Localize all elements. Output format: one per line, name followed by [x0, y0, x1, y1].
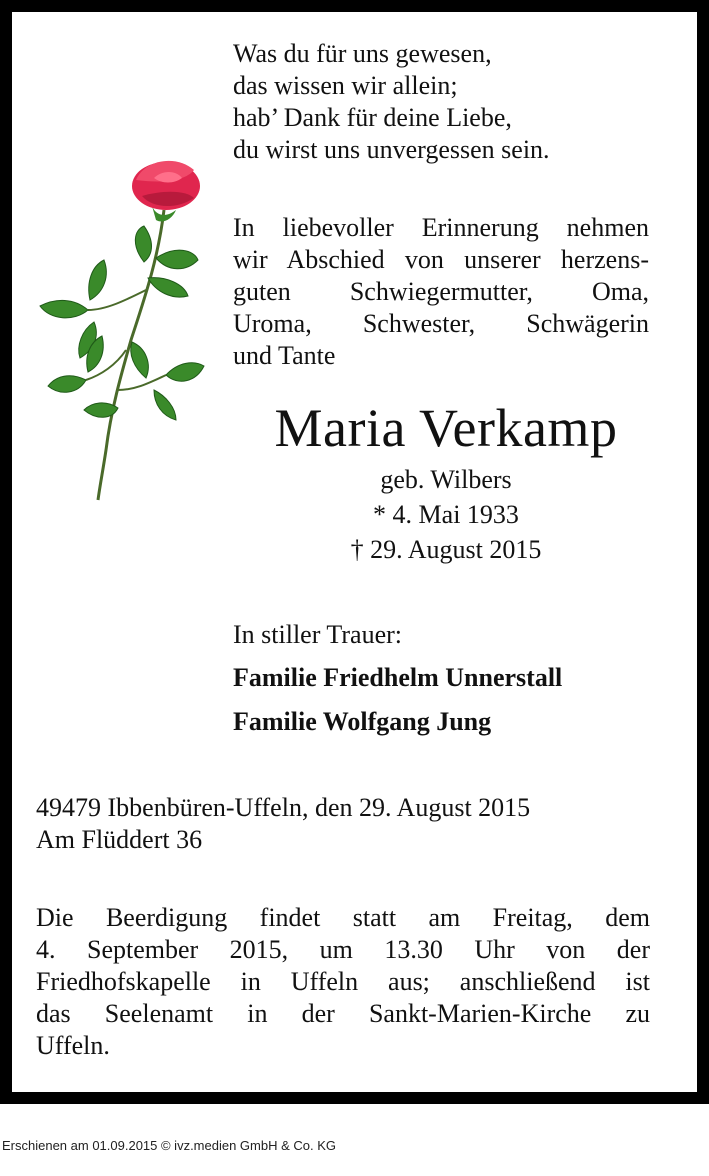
funeral-line: Friedhofskapelle in Uffeln aus; anschließend ist [36, 967, 650, 996]
address-line: 49479 Ibbenbüren-Uffeln, den 29. August 2015 [36, 793, 531, 822]
funeral-line: das Seelenamt in der Sankt-Marien-Kirche zu [36, 999, 650, 1028]
publication-footer: Erschienen am 01.09.2015 © ivz.medien GmbH & Co. KG [2, 1138, 337, 1153]
rose-icon [26, 150, 206, 510]
mourner-family: Familie Wolfgang Jung [233, 707, 492, 736]
death-date: † 29. August 2015 [350, 535, 542, 564]
poem-line: du wirst uns unvergessen sein. [233, 135, 550, 164]
birth-name: geb. Wilbers [380, 465, 512, 494]
birth-date: * 4. Mai 1933 [373, 500, 519, 529]
poem-line: hab’ Dank für deine Liebe, [233, 103, 512, 132]
intro-paragraph [233, 212, 649, 372]
intro-line: und Tante [233, 341, 336, 370]
mourner-family: Familie Friedhelm Unnerstall [233, 663, 563, 692]
funeral-notice [36, 902, 650, 1062]
intro-line: guten Schwiegermutter, Oma, [233, 277, 649, 306]
deceased-name: Maria Verkamp [274, 398, 618, 458]
intro-line: Uroma, Schwester, Schwägerin [233, 309, 649, 338]
intro-line: In liebevoller Erinnerung nehmen [233, 213, 649, 242]
address-line: Am Flüddert 36 [36, 825, 203, 854]
address [36, 792, 656, 856]
poem-line: Was du für uns gewesen, [233, 39, 492, 68]
funeral-line: Uffeln. [36, 1031, 110, 1060]
mourning-heading: In stiller Trauer: [233, 620, 402, 649]
poem-line: das wissen wir allein; [233, 71, 458, 100]
funeral-line: 4. September 2015, um 13.30 Uhr von der [36, 935, 650, 964]
funeral-line: Die Beerdigung findet statt am Freitag, dem [36, 903, 650, 932]
intro-line: wir Abschied von unserer herzens- [233, 245, 649, 274]
poem [233, 38, 663, 166]
